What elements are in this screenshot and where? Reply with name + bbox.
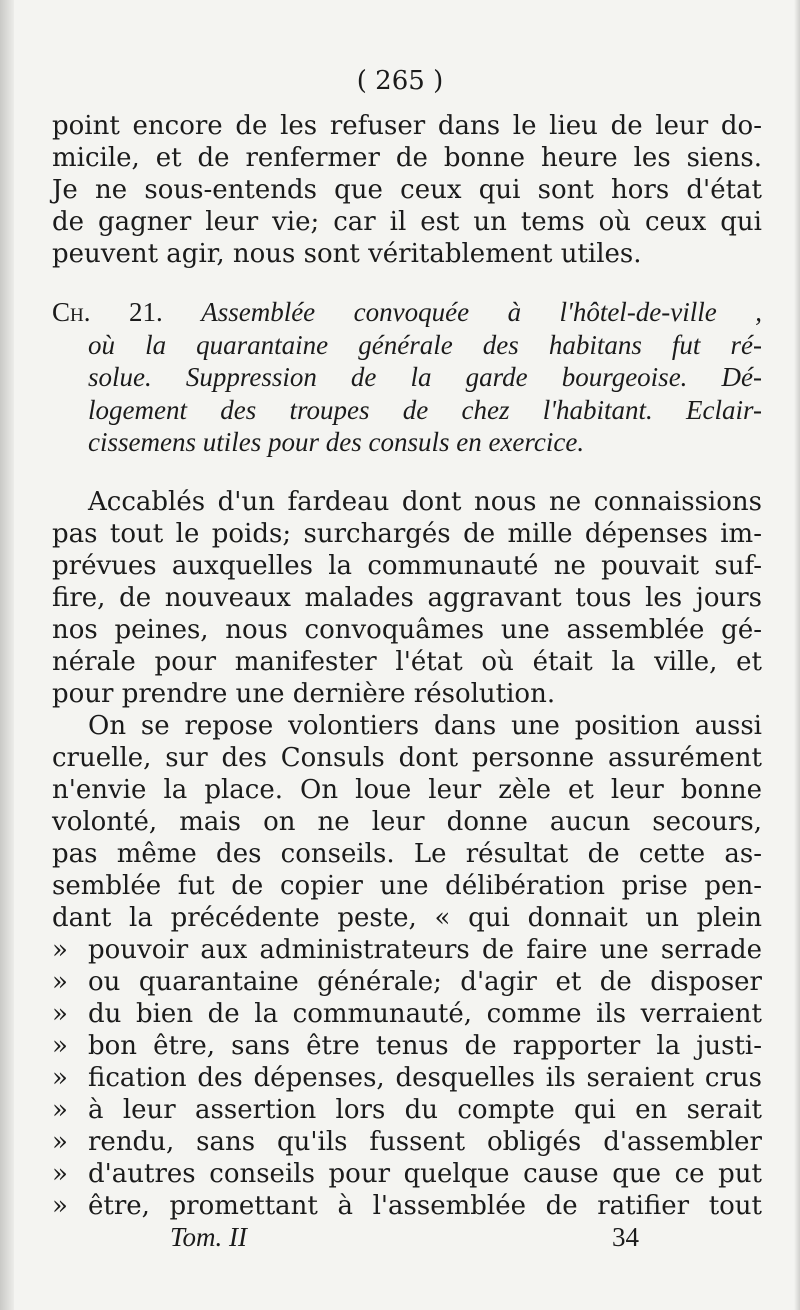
quotation-line [52, 966, 762, 998]
text-line: nérale pour manifester l'état où était la ville, et [52, 647, 762, 677]
quote-marker: » [52, 1191, 68, 1221]
quotation-text: fication des dépenses, desquelles ils seraient crus [88, 1063, 762, 1093]
quotation-text: du bien de la communauté, comme ils verraient [88, 999, 762, 1029]
quotation-text: à leur assertion lors du compte qui en serait [88, 1095, 762, 1125]
quote-marker: » [52, 1159, 68, 1189]
quotation-text: être, promettant à l'assemblée de ratifier tout [88, 1191, 762, 1221]
text-line: Je ne sous-entends que ceux qui sont hors d'état [52, 175, 762, 205]
quotation-line [52, 1190, 762, 1222]
text-line: semblée fut de copier une délibération prise pen- [52, 871, 762, 901]
quotation-line [52, 998, 762, 1030]
quotation-text: bon être, sans être tenus de rapporter la justi- [88, 1031, 762, 1061]
quotation-text: pouvoir aux administrateurs de faire une serrade [88, 935, 762, 965]
quotation-line [52, 1062, 762, 1094]
quotation-line [52, 1030, 762, 1062]
paragraph-1 [52, 110, 762, 270]
quote-marker: » [52, 1031, 68, 1061]
chapter-heading [52, 296, 762, 459]
quote-marker: » [52, 999, 68, 1029]
quotation-text: d'autres conseils pour quelque cause que ce put [88, 1159, 762, 1189]
sheet-number: 34 [612, 1222, 639, 1252]
paragraph-3 [52, 710, 762, 1222]
text-line: de gagner leur vie; car il est un tems où ceux qui [52, 207, 762, 237]
quotation-text: ou quarantaine générale; d'agir et de disposer [88, 967, 762, 997]
text-line: prévues auxquelles la communauté ne pouvait suf- [52, 551, 762, 581]
text-line: Accablés d'un fardeau dont nous ne connaissions [88, 487, 762, 517]
text-line: peuvent agir, nous sont véritablement utiles. [52, 239, 642, 269]
chapter-title-line: solue. Suppression de la garde bourgeoise. Dé- [88, 362, 762, 392]
text-line: volonté, mais on ne leur donne aucun secours, [52, 807, 762, 837]
volume-signature: Tom. II [170, 1222, 248, 1252]
chapter-title-line: cissemens utiles pour des consuls en exercice. [88, 427, 585, 457]
text-line: pas même des conseils. Le résultat de cette as- [52, 839, 762, 869]
quote-marker: » [52, 967, 68, 997]
quote-marker: » [52, 1127, 68, 1157]
text-line: micile, et de renfermer de bonne heure les siens. [52, 143, 762, 173]
text-line: pour prendre une dernière résolution. [52, 679, 556, 709]
text-line: On se repose volontiers dans une position aussi [88, 711, 762, 741]
text-line: pas tout le poids; surchargés de mille dépenses im- [52, 519, 762, 549]
text-line: nos peines, nous convoquâmes une assemblée gé- [52, 615, 762, 645]
quotation-line [52, 1094, 762, 1126]
quotation-text: rendu, sans qu'ils fussent obligés d'assembler [88, 1127, 762, 1157]
chapter-title-line: où la quarantaine générale des habitans fut ré- [88, 329, 762, 360]
page-edge-left [0, 0, 14, 1310]
quote-marker: » [52, 1063, 68, 1093]
chapter-title-line: logement des troupes de chez l'habitant. Eclair- [88, 394, 762, 425]
page-number: ( 265 ) [356, 66, 444, 96]
paragraph-2 [52, 486, 762, 710]
chapter-title-line: Assemblée convoquée à l'hôtel-de-ville , [201, 297, 762, 327]
text-line: dant la précédente peste, « qui donnait un plein [52, 903, 762, 933]
quotation-line [52, 1126, 762, 1158]
quote-marker: » [52, 935, 68, 965]
text-line: cruelle, sur des Consuls dont personne assurément [52, 743, 762, 773]
text-line: point encore de les refuser dans le lieu de leur do- [52, 111, 762, 141]
text-line: n'envie la place. On loue leur zèle et leur bonne [52, 775, 762, 805]
quotation-line [52, 1158, 762, 1190]
quote-marker: » [52, 1095, 68, 1125]
quotation-line [52, 934, 762, 966]
page-edge-right [794, 0, 800, 1310]
text-line: fire, de nouveaux malades aggravant tous les jours [52, 583, 762, 613]
chapter-number: Ch. 21. [52, 297, 163, 327]
